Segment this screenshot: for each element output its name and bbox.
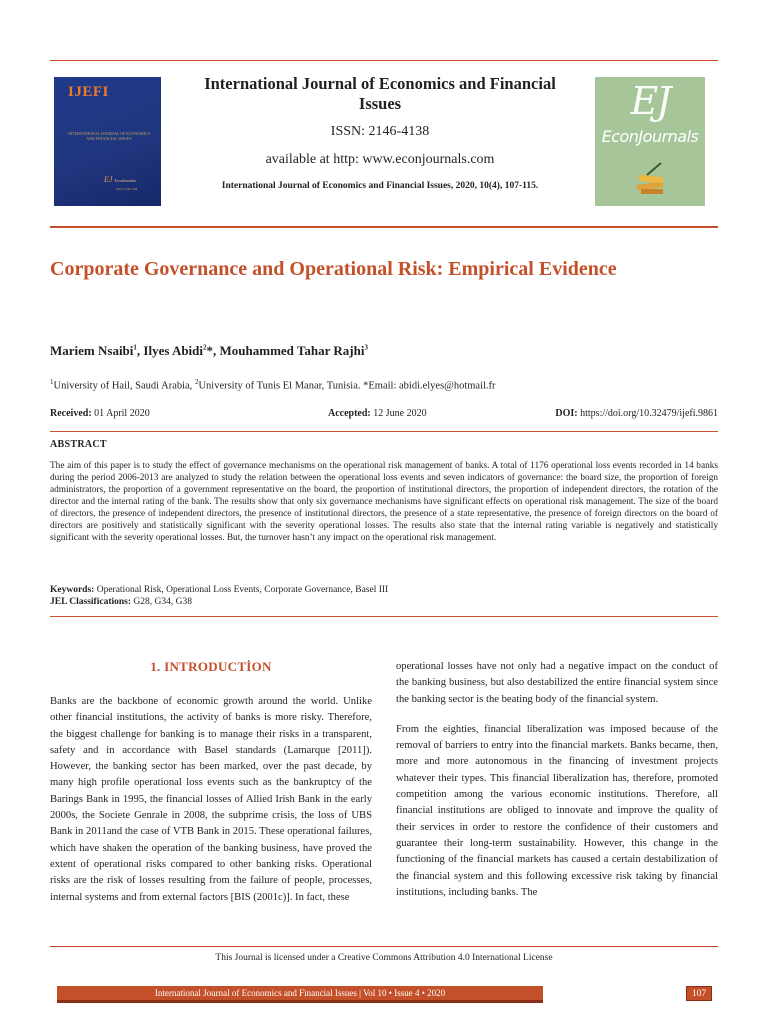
accepted-date: Accepted: 12 June 2020 bbox=[328, 408, 427, 419]
license-top-rule bbox=[50, 946, 718, 947]
received-date: Received: 01 April 2020 bbox=[50, 408, 150, 419]
header-bottom-rule bbox=[50, 226, 718, 228]
abstract-heading: ABSTRACT bbox=[50, 439, 107, 450]
license-notice: This Journal is licensed under a Creative Commons Attribution 4.0 International License bbox=[215, 953, 553, 963]
header-top-rule bbox=[50, 60, 718, 61]
abstract-text: The aim of this paper is to study the effect of governance mechanisms on the operational risk management of banks. A total of 1176 operational loss events recorded in 14 banks during the period 2006-2013 are analyzed to study the relation between the operational loss events and seven indicators of governance: the board size, the proportion of foreign administrators, the proportion of a government representative on the board, the proportion of institutional directors, the proportion of independent directors, the rotation of the director and the internal rating of the bank. The results show that only six governance mechanisms have significant effects on operational risk management. The size of the board of directors, the presence of independent directors, the presence of institutional directors, the presence of a state representative, the presence of foreign directors on the board of directors are positively and statistically significant with the severity operational losses. The results also state that the internal rating variable is negatively and statistically significant with the severity operational losses. But, the turnover hasn’t any impact on the operational risk management. bbox=[50, 461, 718, 543]
abstract-bottom-rule bbox=[50, 616, 718, 617]
paragraph: From the eighties, financial liberalization was imposed because of the removal of barriers to entry into the financial markets. Banks became, then, more and more autonomous in the financing of investment projects whatever their types. This financial liberalization has, therefore, promoted competition among the various economic institutions. Therefore, all financial institutions are obliged to innovate and improve the quality of their services in order to restore the confidence of their customers and guarantee their long-term sustainability. However, this change in the functioning of the financial markets has caused a certain destabilization of the financial system and this following excessive risk taking by financial institutions, including banks. The bbox=[396, 723, 718, 898]
jel-classifications: JEL Classifications: G28, G34, G38 bbox=[50, 597, 192, 607]
journal-header bbox=[190, 74, 570, 191]
affiliations: $^1$University of Hail, Saudi Arabia, $^2$University of Tunis El Manar, Tunisia. *Email: abidi.elyes@hotmail.fr bbox=[50, 378, 496, 392]
cover-subtitle: INTERNATIONAL JOURNAL OF ECONOMICS AND FINANCIAL ISSUES bbox=[68, 131, 150, 141]
abstract-top-rule bbox=[50, 431, 718, 432]
journal-cover-image bbox=[54, 77, 161, 206]
body-column-right bbox=[396, 659, 718, 901]
journal-title: International Journal of Economics and Financial Issues bbox=[204, 74, 556, 113]
books-icon bbox=[633, 161, 667, 197]
journal-issn: ISSN: 2146-4138 bbox=[330, 124, 430, 139]
econjournals-logo bbox=[595, 77, 705, 206]
page-number: 107 bbox=[686, 986, 712, 1001]
paragraph: Banks are the backbone of economic growth around the world. Unlike other financial institutions, the activity of banks is more risky. Therefore, the biggest challenge for banking is to manage their risks in a transparent, safety and in accordance with Basel standards (Lamarque [2011]). However, the banking sector has been marked, over the past decade, by many high profile operational loss events such as the bankruptcy of the Barings Bank in 1995, the financial losses of Allied Irish Bank in the early 2000s, the Societe Genrale in 2008, the subprime crisis, the loss of UBS Bank in 2011and the case of VTB Bank in 2015. These operational failures, which have shaken the operation of the banking business, have proved the extent of operational risks compared to other banking risks. Operational risks are the risk of losses resulting from the failure of people, processes, internal systems and from external factors [BIS (2001c)]. In fact, these bbox=[50, 696, 372, 903]
journal-website[interactable]: available at http: www.econjournals.com bbox=[265, 152, 495, 167]
doi-link[interactable]: DOI: https://doi.org/10.32479/ijefi.9861 bbox=[555, 408, 718, 419]
running-footer bbox=[57, 986, 543, 1003]
journal-citation: International Journal of Economics and Financial Issues, 2020, 10(4), 107-115. bbox=[221, 181, 539, 191]
article-title: Corporate Governance and Operational Risk: Empirical Evidence bbox=[50, 258, 617, 280]
cover-issn: ISSN: 2146-4138 bbox=[116, 187, 138, 191]
author-list: Mariem Nsaibi$^1$, Ilyes Abidi$^2$*, Mouhammed Tahar Rajhi$^3$ bbox=[50, 343, 368, 358]
econjournals-name: EconJournals bbox=[601, 127, 699, 146]
author-name: Mariem Nsaibi bbox=[50, 343, 134, 358]
section-heading: 1. INTRODUCTİON bbox=[150, 659, 272, 674]
author-name: Mouhammed Tahar Rajhi bbox=[219, 343, 365, 358]
cover-logo: EJ EconJournals bbox=[104, 175, 136, 184]
cover-title: IJEFI bbox=[68, 84, 109, 100]
author-name: Ilyes Abidi bbox=[143, 343, 204, 358]
keywords: Keywords: Operational Risk, Operational Loss Events, Corporate Governance, Basel III bbox=[50, 585, 389, 595]
running-footer-text: International Journal of Economics and Financial Issues | Vol 10 • Issue 4 • 2020 bbox=[154, 988, 446, 998]
paragraph: operational losses have not only had a negative impact on the conduct of the banking business, but also destabilized the entire financial system since the banking sector is the beating body of the financial system. bbox=[396, 661, 718, 705]
body-column-left bbox=[50, 694, 372, 906]
ej-mark: EJ bbox=[630, 79, 670, 123]
